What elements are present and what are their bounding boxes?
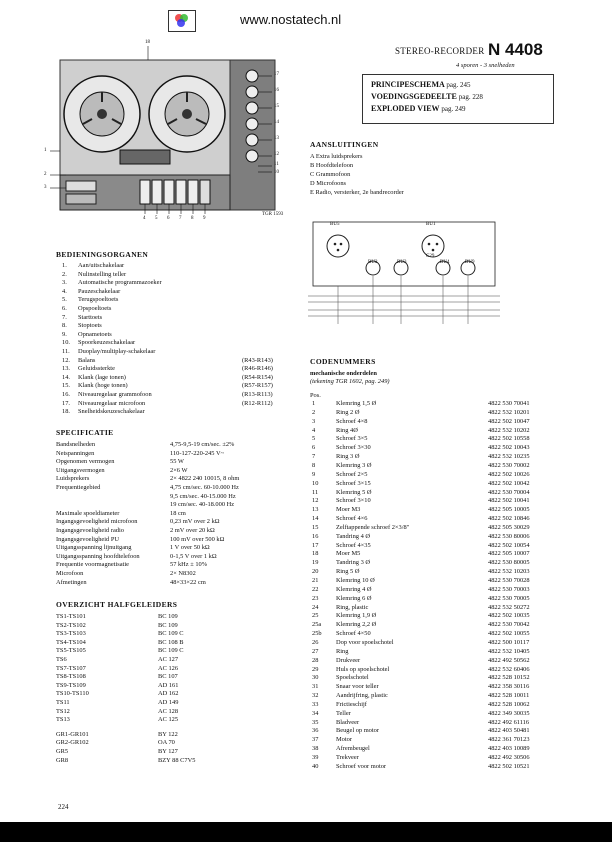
code-pos: 31: [312, 683, 319, 691]
code-description: Klemring 1,5 Ø: [336, 400, 377, 407]
callout-label: 9: [203, 216, 206, 221]
bediening-label: Klank (hoge tonen): [78, 382, 128, 390]
bediening-label: Niveauregelaar grammofoon: [78, 391, 152, 398]
code-number: 4822 492 61116: [488, 718, 530, 726]
spec-key: Uitgangsspanning hoofdtelefoon: [56, 552, 140, 560]
code-number: 4822 530 80005: [488, 559, 530, 567]
codenummers-note: (tekening TGR 1602, pag. 249): [310, 378, 390, 385]
code-number: 4822 532 10235: [488, 453, 530, 461]
code-description: Schroef 3×10: [336, 497, 371, 505]
code-description: Schroef 4×6: [336, 515, 368, 523]
callout-label: 2: [44, 172, 47, 177]
code-description: Schroef 4×8: [336, 417, 368, 425]
code-description: Tandring 4 Ø: [336, 532, 370, 540]
bediening-number: 14.: [62, 373, 70, 381]
connector-label: BU1: [426, 222, 436, 227]
halfgeleider-value: BC 109: [158, 621, 178, 629]
callout-label: 6: [167, 216, 170, 221]
callout-label: 1: [44, 148, 47, 153]
halfgeleider-key: TS1-TS101: [56, 613, 86, 620]
code-description: Klemring 6 Ø: [336, 594, 372, 602]
code-description: Klemring 3 Ø: [336, 461, 372, 469]
code-number: 4822 530 70042: [488, 621, 530, 629]
spec-value: 110-127-220-245 V~: [170, 449, 225, 457]
bediening-label: Automatische programmazoeker: [78, 279, 162, 287]
spec-value: 57 kHz ± 10%: [170, 561, 208, 569]
code-pos: 8: [312, 461, 316, 469]
code-number: 4822 532 10203: [488, 568, 530, 576]
code-pos: 26: [312, 638, 319, 646]
code-pos: 34: [312, 709, 319, 717]
code-number: 4822 528 10152: [488, 674, 530, 682]
bediening-number: 5.: [62, 296, 67, 304]
code-number: 4822 403 10089: [488, 745, 530, 753]
code-pos: 15: [312, 523, 319, 531]
connector-label: C29: [426, 254, 435, 259]
callout-label: 5: [155, 216, 158, 221]
code-number: 4822 502 10558: [488, 435, 530, 443]
spec-value: 19 cm/sec. 40-18.000 Hz: [170, 501, 235, 509]
page-number: 224: [58, 803, 69, 811]
bediening-number: 3.: [62, 279, 67, 287]
bediening-number: 13.: [62, 365, 70, 373]
code-number: 4822 505 30029: [488, 523, 530, 531]
callout-label: 13: [274, 136, 279, 141]
code-description: Bladveer: [336, 718, 360, 726]
halfgeleider-key: TS13: [56, 716, 70, 724]
halfgeleider-value: BC 108 B: [158, 638, 184, 646]
code-pos: 25a: [312, 621, 322, 629]
spec-key: Opgenomen vermogen: [56, 458, 115, 466]
spec-value: 0,23 mV over 2 kΩ: [170, 518, 220, 526]
tape-recorder-illustration: [40, 42, 302, 232]
code-pos: 20: [312, 568, 319, 576]
code-description: Schroef voor motor: [336, 762, 387, 770]
reference-line: PRINCIPESCHEMA pag. 245: [371, 80, 471, 89]
halfgeleider-value: AC 128: [158, 707, 179, 715]
code-pos: 32: [312, 692, 319, 700]
code-description: Trekveer: [336, 754, 359, 761]
spec-value: 1 V over 50 kΩ: [170, 544, 210, 552]
document-subtitle: 4 sporen - 3 snelheden: [456, 62, 515, 69]
connector-label: BU4: [440, 260, 450, 265]
bediening-number: 17.: [62, 399, 70, 407]
spec-value: 0-1,5 V over 1 kΩ: [170, 552, 217, 560]
code-pos: 25b: [312, 630, 322, 638]
aansluiting-item: E Radio, versterker, 2e bandrecorder: [310, 189, 404, 196]
code-description: Schroef 2×5: [336, 470, 368, 478]
callout-label: 15: [274, 104, 279, 109]
bediening-label: Starttoets: [78, 313, 103, 321]
code-number: 4822 530 70028: [488, 577, 530, 584]
code-number: 4822 530 70002: [488, 461, 530, 469]
bediening-label: Balans: [78, 356, 96, 364]
code-number: 4822 403 50481: [488, 727, 530, 735]
halfgeleider-value: BZY 88 C7V5: [158, 756, 196, 764]
bediening-number: 10.: [62, 339, 70, 347]
halfgeleider-value: BY 127: [158, 748, 178, 755]
spec-key: Ingangsgevoeligheid PU: [56, 535, 120, 543]
code-pos: 2: [312, 408, 316, 416]
reference-box: [362, 74, 554, 124]
code-pos: 38: [312, 745, 319, 753]
aansluiting-item: B Hoofdtelefoon: [310, 162, 354, 169]
spec-key: Uitgangsspanning lijnuitgang: [56, 544, 132, 552]
bediening-label: Spoorkeuzeschakelaar: [78, 339, 136, 347]
spec-key: Luidsprekers: [56, 475, 90, 483]
callout-label: 16: [274, 88, 279, 93]
spec-value: 2×6 W: [170, 466, 188, 474]
halfgeleider-key: TS7-TS107: [56, 664, 86, 672]
code-description: Moer M3: [336, 506, 361, 514]
connector-diagram: [308, 216, 500, 338]
bediening-number: 16.: [62, 391, 70, 398]
callout-label: 10: [274, 170, 279, 175]
halfgeleider-key: TS11: [56, 699, 70, 706]
spec-key: Netspanningen: [56, 449, 95, 457]
aansluiting-item: C Grammofoon: [310, 171, 351, 178]
code-number: 4822 530 70004: [488, 488, 530, 496]
halfgeleider-value: BC 109 C: [158, 630, 184, 638]
connector-label: BU3: [397, 260, 407, 265]
code-description: Tandring 3 Ø: [336, 559, 370, 567]
code-description: Frictieschijf: [336, 700, 367, 708]
bediening-label: Terugspoeltoets: [78, 296, 119, 304]
halfgeleiders-heading: OVERZICHT HALFGELEIDERS: [56, 600, 178, 609]
code-pos: 10: [312, 479, 319, 487]
spec-key: Frequentiegebied: [56, 484, 101, 491]
bediening-number: 18.: [62, 408, 70, 416]
code-description: Schroef 3×5: [336, 435, 368, 443]
bediening-label: Aan/uitschakelaar: [78, 262, 125, 269]
reference-line: VOEDINGSGEDEELTE pag. 228: [371, 92, 483, 101]
site-url: www.nostatech.nl: [240, 12, 342, 27]
code-pos: 29: [312, 665, 319, 673]
code-description: Motor: [336, 736, 352, 744]
spec-value: 48×33×22 cm: [170, 578, 206, 586]
code-number: 4822 505 10007: [488, 550, 530, 558]
halfgeleider-key: TS2-TS102: [56, 621, 86, 629]
bediening-ref: (R57-R157): [242, 382, 273, 390]
bediening-number: 6.: [62, 305, 67, 312]
callout-label: 18: [145, 40, 150, 45]
code-number: 4822 530 70003: [488, 585, 530, 593]
bediening-number: 4.: [62, 287, 67, 295]
code-pos: 23: [312, 594, 319, 602]
callout-label: 12: [274, 152, 279, 157]
code-number: 4822 492 30506: [488, 754, 530, 761]
bediening-label: Geluidssterkte: [78, 365, 115, 373]
code-description: Schroef 3×30: [336, 444, 371, 452]
counter-display: [66, 181, 96, 191]
aansluiting-item: D Microfoons: [310, 180, 347, 187]
code-number: 4822 502 10846: [488, 515, 530, 523]
halfgeleider-value: AD 161: [158, 681, 179, 689]
spec-value: 2× N8302: [170, 570, 196, 577]
code-description: Klemring 1,9 Ø: [336, 612, 377, 620]
code-pos: 25: [312, 612, 319, 620]
code-number: 4822 532 60406: [488, 665, 530, 673]
code-pos: 39: [312, 754, 319, 761]
code-pos: 1: [312, 400, 316, 407]
code-number: 4822 502 10047: [488, 417, 530, 425]
code-pos: 28: [312, 656, 319, 664]
code-pos: 14: [312, 515, 319, 523]
code-pos: 37: [312, 736, 319, 744]
spec-key: Bandsnelheden: [56, 441, 96, 448]
spec-key: Ingangsgevoeligheid radio: [56, 527, 124, 534]
bediening-number: 9.: [62, 330, 67, 338]
bediening-number: 15.: [62, 382, 70, 390]
callout-label: 3: [44, 185, 47, 190]
site-logo-icon: [168, 10, 196, 32]
connector-label: BU2: [368, 260, 378, 265]
code-pos: 7: [312, 453, 316, 461]
code-description: Snaar voor teller: [336, 683, 379, 691]
bediening-label: Pauzeschakelaar: [78, 287, 121, 295]
bediening-label: Niveauregelaar microfoon: [78, 399, 146, 407]
code-description: Ring 5 Ø: [336, 568, 360, 576]
bediening-ref: (R54-R154): [242, 373, 273, 381]
bediening-number: 1.: [62, 262, 67, 269]
bediening-label: Opspoeltoets: [78, 305, 112, 312]
bediening-label: Opnametoets: [78, 330, 112, 338]
code-description: Beugel op motor: [336, 727, 379, 735]
code-pos: 18: [312, 550, 319, 558]
halfgeleider-key: TS3-TS103: [56, 630, 86, 638]
code-number: 4822 502 10026: [488, 470, 530, 478]
halfgeleider-key: TS9-TS109: [56, 681, 86, 689]
code-description: Spoelschotel: [336, 674, 369, 682]
connector-label: BU5: [330, 222, 340, 227]
callout-label: 4: [143, 216, 146, 221]
bottom-bar: [0, 822, 612, 842]
code-number: 4822 492 50562: [488, 656, 530, 664]
halfgeleider-value: OA 70: [158, 739, 175, 747]
code-description: Moer M5: [336, 550, 361, 558]
code-pos: 3: [312, 417, 316, 425]
code-number: 4822 361 70123: [488, 736, 530, 744]
halfgeleider-key: GR5: [56, 748, 69, 755]
code-pos: 30: [312, 674, 319, 682]
spec-value: 2 mV over 20 kΩ: [170, 527, 215, 534]
reference-line: EXPLODED VIEW pag. 249: [371, 104, 466, 113]
spec-key: Maximale spoeldiameter: [56, 509, 120, 517]
code-number: 4822 358 30116: [488, 683, 530, 691]
halfgeleider-key: TS4-TS104: [56, 638, 86, 646]
code-description: Klemring 10 Ø: [336, 577, 375, 584]
code-number: 4822 502 10055: [488, 630, 530, 638]
code-number: 4822 502 10035: [488, 612, 530, 620]
code-description: Teller: [336, 709, 351, 717]
code-description: Schroef 4×50: [336, 630, 371, 638]
specificatie-heading: SPECIFICATIE: [56, 428, 114, 437]
halfgeleider-value: BC 109: [158, 613, 178, 620]
bediening-label: Klank (lage tonen): [78, 373, 126, 381]
bediening-label: Nulinstelling teller: [78, 270, 127, 278]
bediening-number: 12.: [62, 356, 70, 364]
halfgeleider-key: TS5-TS105: [56, 647, 86, 655]
halfgeleider-value: BC 109 C: [158, 647, 184, 655]
code-description: Huls op spoelschotel: [336, 665, 390, 673]
code-pos: 12: [312, 497, 319, 505]
code-description: Dop voor spoelschotel: [336, 638, 394, 646]
halfgeleider-value: AC 126: [158, 664, 179, 672]
code-description: Schroef 3×15: [336, 479, 371, 487]
halfgeleider-key: TS12: [56, 707, 70, 715]
code-description: Klemring 5 Ø: [336, 488, 372, 496]
spec-value: 4,75-9,5-19 cm/sec. ±2%: [170, 441, 235, 448]
code-pos: 21: [312, 577, 319, 584]
code-description: Ring 3 Ø: [336, 453, 360, 461]
code-description: Ring: [336, 647, 349, 655]
bediening-number: 2.: [62, 270, 67, 278]
spec-value: 18 cm: [170, 509, 186, 517]
code-number: 4822 349 30035: [488, 709, 530, 717]
code-pos: 24: [312, 603, 319, 611]
pos-label: Pos.: [310, 392, 321, 399]
halfgeleider-value: AD 149: [158, 699, 179, 706]
code-number: 4822 500 10117: [488, 638, 530, 646]
halfgeleider-key: TS8-TS108: [56, 673, 86, 681]
halfgeleider-key: GR1-GR101: [56, 730, 89, 738]
code-description: Aandrijfring, plastic: [336, 692, 388, 700]
code-number: 4822 530 80006: [488, 532, 530, 540]
aansluiting-item: A Extra luidsprekers: [310, 153, 363, 160]
code-number: 4822 505 10005: [488, 506, 530, 514]
halfgeleider-key: GR8: [56, 756, 69, 764]
spec-key: Ingangsgevoeligheid microfoon: [56, 518, 138, 526]
spec-value: 100 mV over 500 kΩ: [170, 535, 225, 543]
code-description: Ring, plastic: [336, 603, 369, 611]
code-number: 4822 530 70041: [488, 400, 530, 407]
halfgeleider-key: TS6: [56, 656, 67, 663]
halfgeleider-key: TS10-TS110: [56, 690, 89, 698]
code-description: Ring 4Ø: [336, 426, 358, 434]
document-title: STEREO-RECORDER: [395, 46, 485, 56]
halfgeleider-value: AD 162: [158, 690, 179, 698]
code-pos: 5: [312, 435, 316, 443]
code-pos: 40: [312, 762, 319, 770]
bediening-label: Duoplay/multiplay-schakelaar: [78, 348, 156, 355]
code-number: 4822 502 10521: [488, 762, 530, 770]
bediening-ref: (R13-R113): [242, 391, 273, 398]
code-number: 4822 502 10043: [488, 444, 530, 452]
bediening-ref: (R43-R143): [242, 356, 273, 364]
halfgeleider-value: BY 122: [158, 730, 178, 738]
bediening-number: 7.: [62, 313, 67, 321]
tape-head-cover: [120, 150, 170, 164]
code-description: Zelftappende schroef 2×3/8": [336, 523, 410, 531]
spec-key: Afmetingen: [56, 578, 87, 586]
spec-value: 55 W: [170, 458, 184, 466]
code-pos: 36: [312, 727, 319, 735]
code-pos: 17: [312, 541, 319, 549]
code-pos: 13: [312, 506, 319, 514]
code-number: 4822 532 10405: [488, 647, 530, 655]
bediening-ref: (R46-R146): [242, 365, 273, 373]
spec-key: Frequentie voormagnetisatie: [56, 561, 129, 569]
callout-label: 8: [191, 216, 194, 221]
spec-key: Microfoon: [56, 570, 84, 577]
codenummers-heading: CODENUMMERS: [310, 357, 376, 366]
figure-caption: TGR 1593: [262, 212, 284, 217]
spec-value: 9,5 cm/sec. 40-15.000 Hz: [170, 492, 236, 500]
bediening-label: Stoptoets: [78, 322, 102, 330]
code-number: 4822 530 70005: [488, 594, 530, 602]
connector-label: BU9: [465, 260, 475, 265]
bediening-heading: BEDIENINGSORGANEN: [56, 250, 149, 259]
code-pos: 27: [312, 647, 319, 655]
code-pos: 16: [312, 532, 319, 540]
code-pos: 11: [312, 488, 319, 496]
code-description: Klemring 4 Ø: [336, 585, 372, 593]
code-number: 4822 532 10201: [488, 408, 530, 416]
code-description: Afrembeugel: [336, 745, 370, 753]
halfgeleider-key: GR2-GR102: [56, 739, 89, 747]
code-pos: 4: [312, 426, 316, 434]
code-number: 4822 502 10054: [488, 541, 530, 549]
aansluitingen-heading: AANSLUITINGEN: [310, 140, 379, 149]
code-description: Drukveer: [336, 656, 361, 664]
code-number: 4822 502 10041: [488, 497, 530, 505]
bediening-ref: (R12-R112): [242, 399, 273, 407]
callout-label: 17: [274, 72, 279, 77]
code-pos: 33: [312, 700, 319, 708]
bediening-number: 11.: [62, 348, 70, 355]
code-pos: 6: [312, 444, 316, 452]
codenummers-subheading: mechanische onderdelen: [310, 370, 377, 377]
code-pos: 35: [312, 718, 319, 726]
spec-value: 2× 4822 240 10015, 8 ohm: [170, 475, 240, 483]
spec-value: 4,75 cm/sec. 60-10.000 Hz: [170, 484, 239, 491]
model-number: N 4408: [488, 40, 543, 59]
code-description: Klemring 2,2 Ø: [336, 621, 377, 629]
code-pos: 9: [312, 470, 316, 478]
spec-key: Uitgangsvermogen: [56, 466, 105, 474]
code-description: Ring 2 Ø: [336, 408, 360, 416]
halfgeleider-value: AC 125: [158, 716, 179, 724]
code-number: 4822 528 10062: [488, 700, 530, 708]
code-number: 4822 502 10042: [488, 479, 530, 487]
code-pos: 22: [312, 585, 319, 593]
bediening-number: 8.: [62, 322, 67, 330]
callout-label: 14: [274, 120, 279, 125]
callout-label: 11: [274, 162, 279, 167]
bediening-label: Snelheidskeuzeschakelaar: [78, 408, 145, 416]
code-number: 4822 532 10202: [488, 426, 530, 434]
code-number: 4822 532 50272: [488, 603, 530, 611]
halfgeleider-value: AC 127: [158, 656, 179, 663]
code-pos: 19: [312, 559, 319, 567]
code-number: 4822 528 10011: [488, 692, 530, 700]
callout-label: 7: [179, 216, 182, 221]
code-description: Schroef 4×35: [336, 541, 371, 549]
halfgeleider-value: BC 107: [158, 673, 178, 681]
